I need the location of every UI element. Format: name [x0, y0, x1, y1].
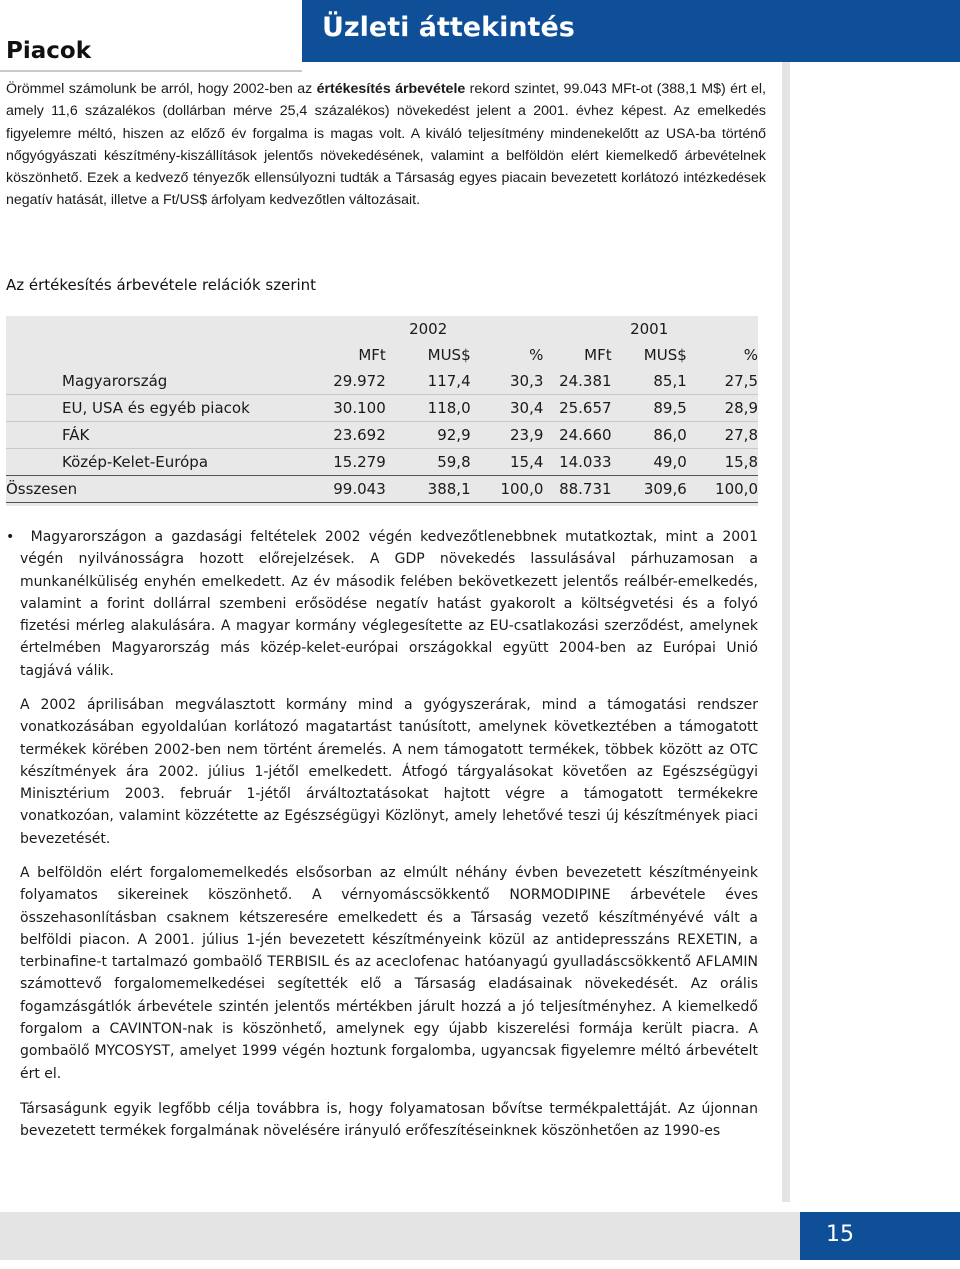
table-unit-row: [6, 342, 758, 368]
page-title-banner: [302, 0, 960, 62]
cell: 59,8: [437, 453, 471, 471]
paragraph-text: Társaságunk egyik legfőbb célja továbbra is, hogy folyamatosan bővítse termékpalettáját. Az újonnan bevezetett termékek forgalmának növelésére irányuló erőfeszítéseinknek köszönhetően az 1990-es: [20, 1101, 758, 1140]
bullet-dot: •: [6, 529, 31, 545]
total-cell: 388,1: [386, 476, 471, 503]
year-2001: 2001: [630, 320, 669, 338]
paragraph-pricing: [20, 694, 758, 850]
cell: 15,4: [509, 453, 544, 471]
total-label: Összesen: [6, 476, 324, 503]
cell: 117,4: [386, 368, 471, 395]
row-label: Magyarország: [6, 368, 324, 395]
table-row: [6, 368, 758, 395]
cell: 30,4: [471, 395, 544, 422]
unit-cell: MUS$: [643, 346, 687, 364]
section-header: [0, 0, 302, 72]
cell: 15.279: [333, 453, 386, 471]
revenue-table: [6, 316, 758, 506]
cell: 27,5: [687, 368, 758, 395]
cell: 27,8: [687, 422, 758, 449]
table-total-row: [6, 476, 758, 503]
paragraph-domestic: [20, 862, 758, 1085]
decorative-side-bar: [782, 62, 790, 1202]
table-year-row: [6, 316, 758, 342]
cell: 118,0: [386, 395, 471, 422]
total-cell: 100,0: [687, 476, 758, 503]
footer-bar: [0, 1212, 800, 1260]
cell: 89,5: [612, 395, 687, 422]
paragraph-text: A belföldön elért forgalomemelkedés elsősorban az elmúlt néhány évben bevezetett készítményeink folyamatos sikereinek köszönhető. A vérnyomáscsökkentő NORMODIPINE árbevétele éves összehasonlításban csaknem kétszeresére emelkedett és a Társaság vezető készítményévé vált a belföldi piacon. A 2001. július 1-jén bevezetett készítményeink közül az antidepresszáns REXETIN, a terbinafine-t tartalmazó gombaölő TERBISIL és az aceclofenac hatóanyagú gyulladáscsökkentő AFLAMIN számottevő forgalomemelkedései segítették elő a Társaság eladásainak növekedését. Az orális fogamzásgátlók árbevétele szintén jelentős mértékben járult hozzá a jó teljesítményhez. A kiemelkedő forgalom a CAVINTON-nak is köszönhető, amelynek egy újabb kiszerelési formája került piacra. A gombaölő MYCOSYST, amelyet 1999 végén hoztunk forgalomba, ugyancsak figyelemre méltó árbevételt ért el.: [20, 865, 758, 1082]
page-title: Üzleti áttekintés: [322, 12, 575, 43]
bullet-section: [6, 526, 758, 682]
total-cell: 309,6: [612, 476, 687, 503]
cell: 23,9: [471, 422, 544, 449]
total-cell: 99.043: [324, 476, 386, 503]
bullet-lead: Magyarországon: [30, 529, 147, 545]
bullet-paragraph: [6, 526, 758, 682]
total-cell: 88.731: [543, 476, 611, 503]
total-cell: 100,0: [471, 476, 544, 503]
table-row: [6, 449, 758, 476]
intro-highlight: értékesítés árbevétele: [316, 81, 466, 97]
page-number: 15: [826, 1222, 854, 1247]
row-label: Közép-Kelet-Európa: [62, 453, 209, 471]
intro-paragraph: [6, 78, 766, 212]
paragraph-text: A 2002 áprilisában megválasztott kormány mind a gyógyszerárak, mind a támogatási rendszer vonatkozásában egyoldalúan korlátozó magatartást tanúsított, amelynek következtében a támogatott termékek körében 2002-ben nem történt áremelés. A nem támogatott termékek, többek között az OTC készítmények ára 2002. július 1-jétől emelkedett. Átfogó tárgyalásokat követően az Egészségügyi Minisztérium 2003. február 1-jétől árváltoztatásokat hajtott végre a támogatott termékekre vonatkozóan, valamint közzétette az Egészségügyi Közlönyt, amely lehetővé teszi új készítmények piaci bevezetését.: [20, 697, 758, 847]
cell: 85,1: [612, 368, 687, 395]
cell: 24.660: [543, 422, 611, 449]
year-2002: 2002: [409, 320, 448, 338]
row-label: EU, USA és egyéb piacok: [6, 395, 324, 422]
table-row: [6, 422, 758, 449]
cell: 49,0: [653, 453, 687, 471]
cell: 29.972: [324, 368, 386, 395]
cell: 24.381: [543, 368, 611, 395]
row-label: FÁK: [6, 422, 324, 449]
cell: 23.692: [324, 422, 386, 449]
unit-cell: MFt: [584, 346, 612, 364]
table-title: Az értékesítés árbevétele relációk szerint: [6, 276, 317, 294]
unit-cell: %: [743, 346, 758, 364]
cell: 14.033: [559, 453, 612, 471]
page-number-box: [800, 1212, 960, 1260]
cell: 30,3: [471, 368, 544, 395]
cell: 25.657: [543, 395, 611, 422]
intro-block: [6, 78, 766, 212]
table-row: [6, 395, 758, 422]
cell: 30.100: [324, 395, 386, 422]
paragraph-portfolio: [20, 1098, 758, 1143]
cell: 86,0: [612, 422, 687, 449]
unit-cell: MUS$: [427, 346, 471, 364]
cell: 28,9: [687, 395, 758, 422]
bullet-text: a gazdasági feltételek 2002 végén kedvezőtlenebbnek mutatkoztak, mint a 2001 végén nyilvánosságra hozott előrejelzések. A GDP növekedés lassulásával párhuzamosan a munkanélküliség enyhén emelkedett. Az év második felében bekövetkezett jelentős reálbér-emelkedés, valamint a forint dollárral szembeni erősödése negatív hatást gyakorolt a költségvetési és a folyó fizetési mérleg alakulására. A magyar kormány véglegesítette az EU-csatlakozási szerződést, amelynek értelmében Magyarország más közép-kelet-európai országokkal együtt 2004-ben az Európai Unió tagjává válik.: [20, 529, 758, 679]
unit-cell: MFt: [358, 346, 386, 364]
unit-cell: %: [529, 346, 544, 364]
intro-text-c: rekord szintet, 99.043 MFt-ot (388,1 M$) ért el, amely 11,6 százalékos (dollárban mérve 25,4 százalékos) növekedést jelent a 2001. évhez képest. Az emelkedés figyelemre méltó, hiszen az előző év forgalma is magas volt. A kiváló teljesítmény mindenekelőtt az USA-ba történő nőgyógyászati készítmény-kiszállítások jelentős növekedésének, valamint a belföldön elért kiemelkedő árbevételnek köszönhető. Ezek a kedvező tényezők ellensúlyozni tudták a Társaság egyes piacain bevezetett korlátozó intézkedések negatív hatását, illetve a Ft/US$ árfolyam kedvezőtlen változásait.: [6, 81, 766, 209]
intro-text-a: Örömmel számolunk be arról, hogy 2002-ben az: [6, 81, 317, 97]
cell: 15,8: [724, 453, 758, 471]
cell: 92,9: [386, 422, 471, 449]
section-title: Piacok: [6, 38, 91, 64]
